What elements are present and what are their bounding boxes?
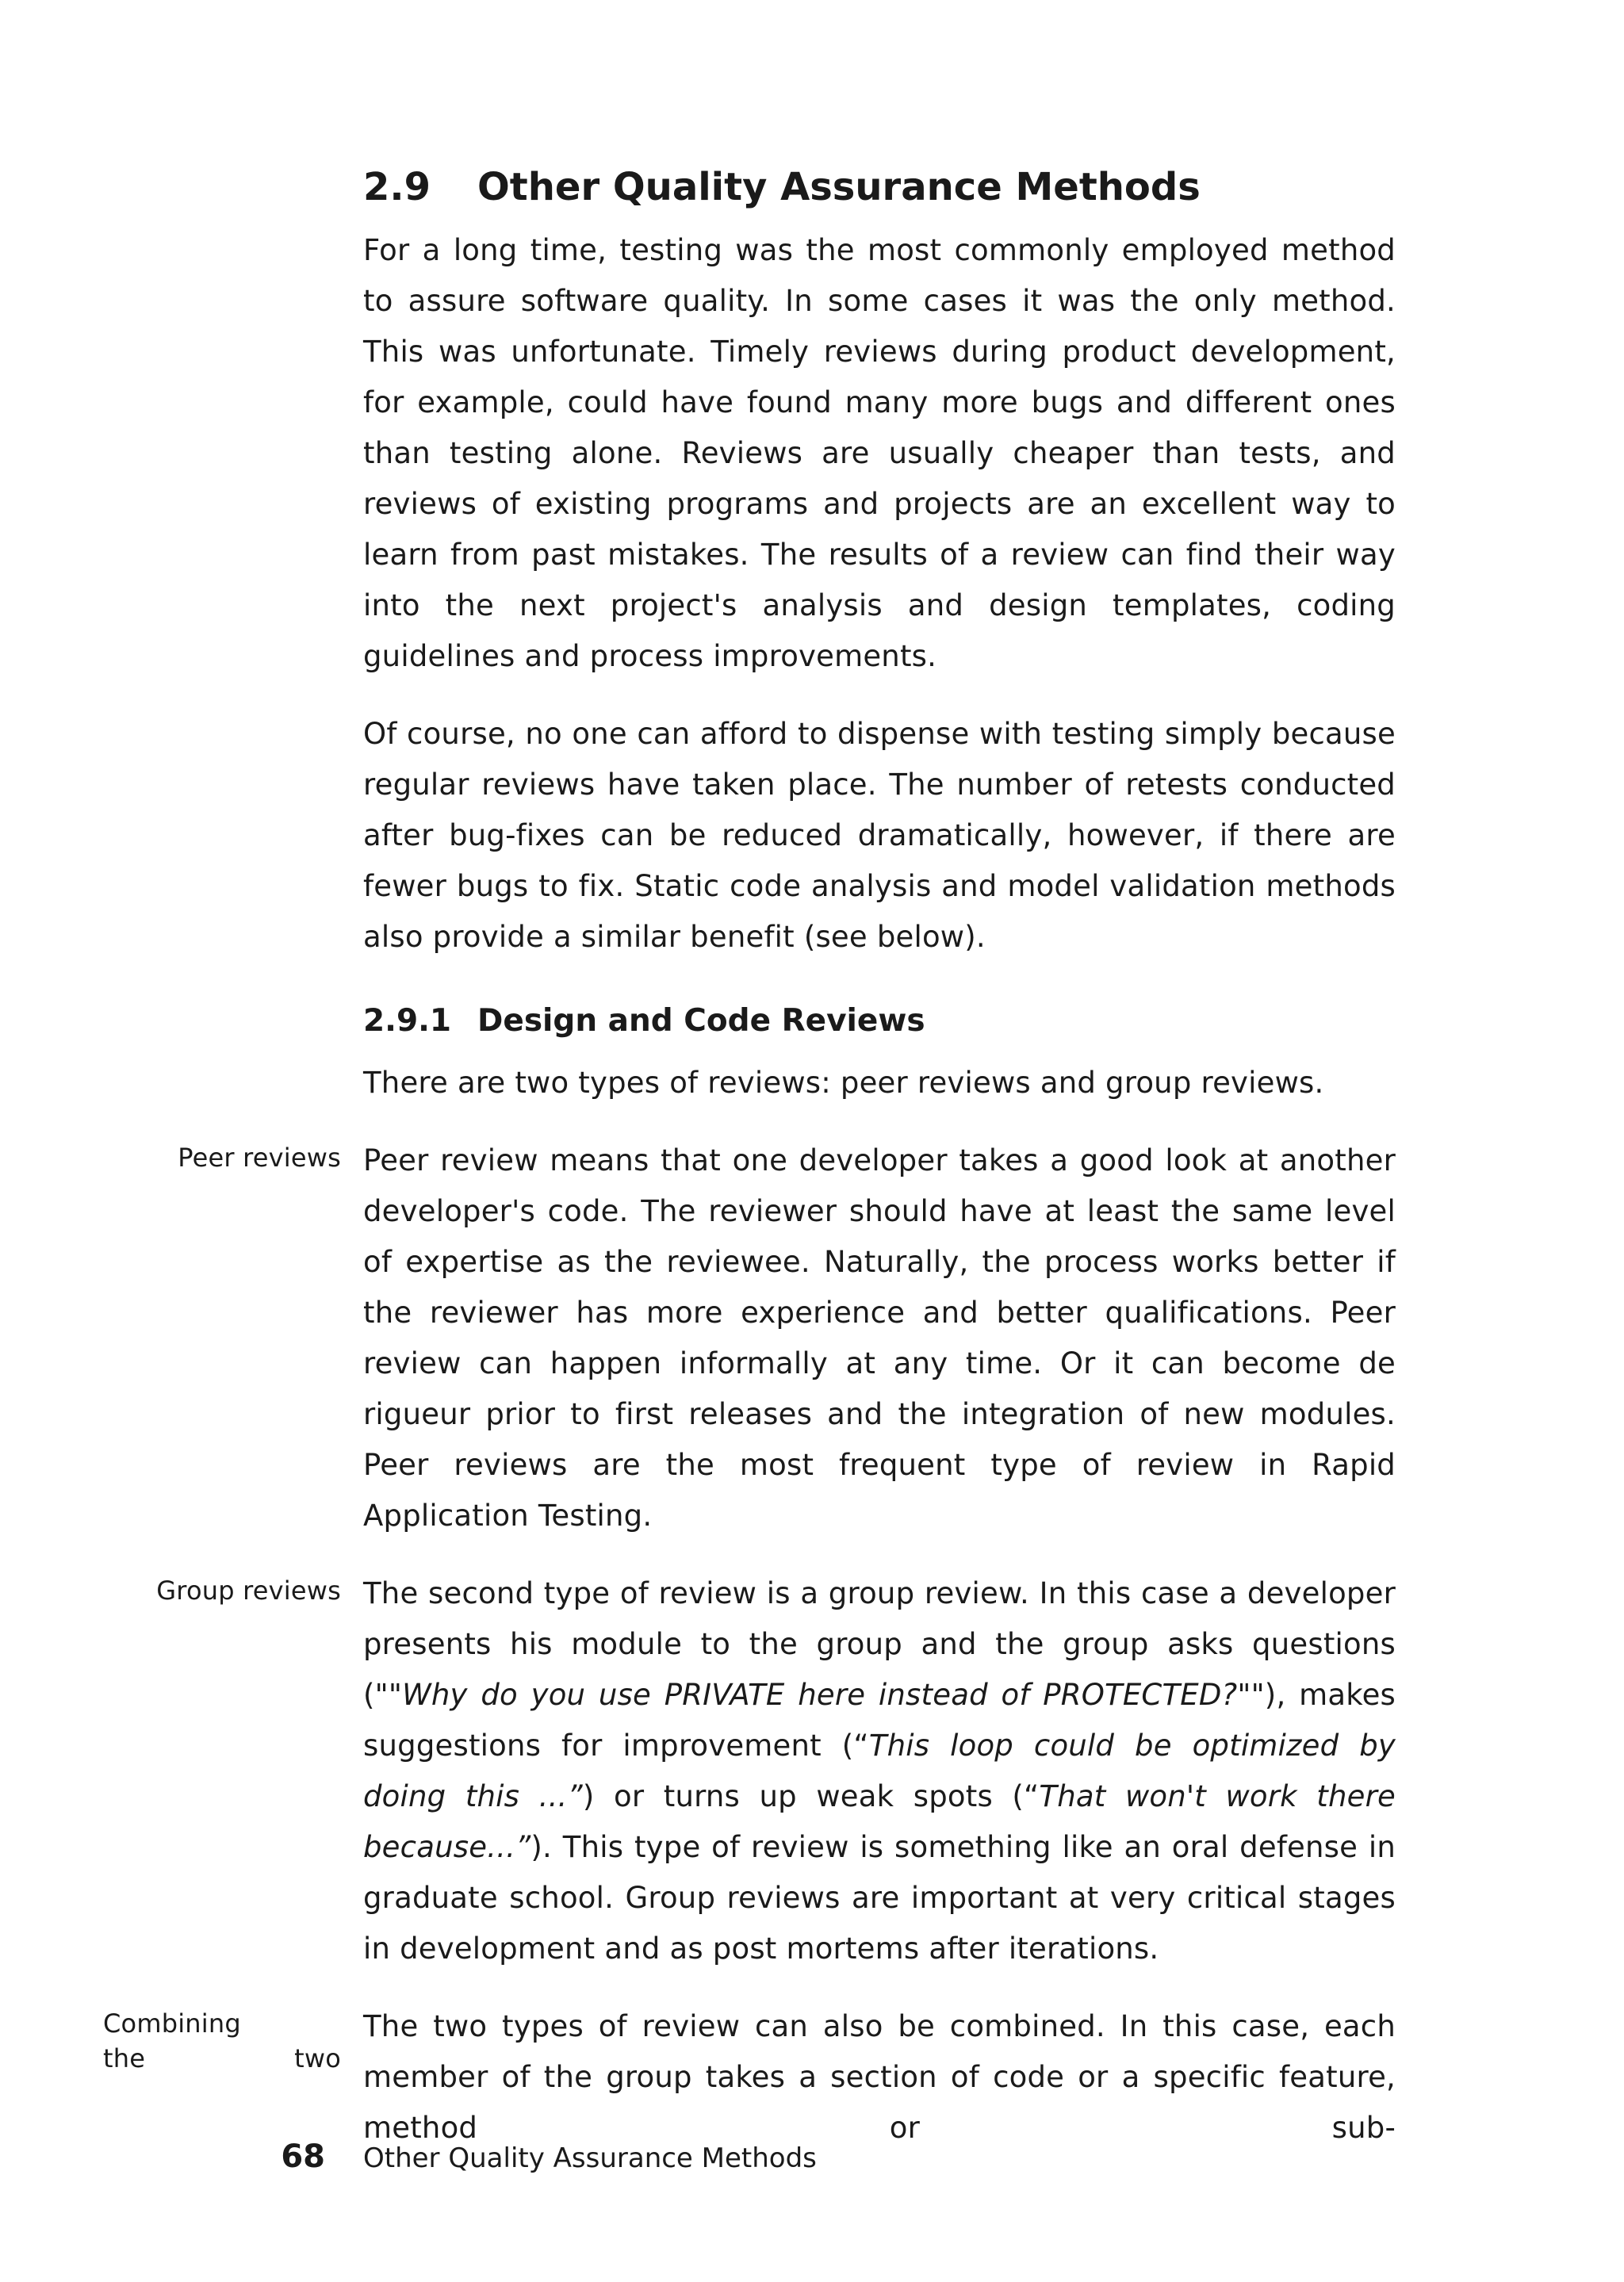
group-quote-1: "Why do you use PRIVATE here instead of PROTECTED?": [388, 1678, 1251, 1712]
combining-text: The two types of review can also be combined. In this case, each member of the group takes a section of code or a specific feature, method or sub-: [363, 2009, 1396, 2145]
group-quote-3: That won't work there because...”: [363, 1779, 1396, 1864]
margin-note-combining: [103, 2006, 341, 2076]
group-text-2: "), makes suggestions for improvement (“: [363, 1678, 1396, 1763]
section-number: 2.9: [363, 165, 431, 209]
subsection-intro: There are two types of reviews: peer reviews and group reviews.: [363, 1066, 1324, 1100]
subsection-number: 2.9.1: [363, 1003, 452, 1039]
combining-paragraph: [103, 2001, 1396, 2154]
margin-note-peer-reviews: Peer reviews: [178, 1143, 341, 1173]
intro-paragraph-1: For a long time, testing was the most commonly employed method to assure software quality. In some cases it was the only method. This was unfortunate. Timely reviews during product development, for example, could have found many more bugs and different ones than testing alone. Reviews are usually cheaper than tests, and reviews of existing programs and projects are an excellent way to learn from past mistakes. The results of a review can find their way into the next project's analysis and design templates, coding guidelines and process improvements.: [363, 233, 1396, 673]
group-text-1: The second type of review is a group review. In this case a developer presents his module to the group and the group asks questions (": [363, 1576, 1396, 1712]
peer-reviews-text: Peer review means that one developer takes a good look at another developer's code. The reviewer should have at least the same level of expertise as the reviewee. Naturally, the process works better if the reviewer has more experience and better qualifications. Peer review can happen informally at any time. Or it can become de rigueur prior to first releases and the integration of new modules. Peer reviews are the most frequent type of review in Rapid Application Testing.: [363, 1143, 1396, 1533]
intro-paragraph-2: Of course, no one can afford to dispense with testing simply because regular reviews have taken place. The number of retests conducted after bug-fixes can be reduced dramatically, however, if there are fewer bugs to fix. Static code analysis and model validation methods also provide a similar benefit (see below).: [363, 717, 1396, 954]
page-footer: [0, 2133, 1624, 2181]
group-text-4: ). This type of review is something like an oral defense in graduate school. Group reviews are important at very critical stages in development and as post mortems after iterations.: [363, 1830, 1396, 1966]
margin-note-combining-line2: the two: [103, 2043, 341, 2073]
peer-reviews-paragraph: [178, 1135, 1396, 1541]
margin-note-group-reviews: Group reviews: [156, 1576, 341, 1606]
group-reviews-paragraph: [156, 1568, 1396, 1974]
subsection-title: Design and Code Reviews: [477, 1003, 925, 1039]
section-title: Other Quality Assurance Methods: [477, 165, 1201, 209]
group-text-3: ) or turns up weak spots (“: [582, 1779, 1040, 1813]
margin-note-combining-line1: Combining: [103, 2008, 241, 2039]
section-heading: [363, 159, 1396, 216]
running-title: Other Quality Assurance Methods: [363, 2142, 817, 2174]
subsection-heading: [363, 997, 1396, 1045]
group-quote-2: This loop could be optimized by doing this ...”: [363, 1729, 1396, 1813]
page-number: 68: [281, 2138, 325, 2175]
